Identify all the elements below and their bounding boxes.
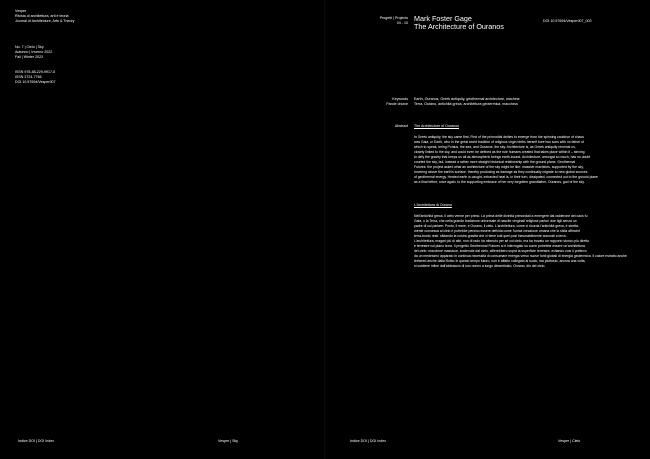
abstract-en-line: to defy the gravity that keeps us all as atmospheric beings earth-bound. Architecture, amongst so much, has no doubt — [414, 154, 591, 159]
footer-right-index: Indice DOI | DOI Index — [350, 439, 387, 443]
season-it: Autunno | Inverno 2022 — [15, 50, 53, 54]
abstract-it-line: L'architettura, magari più di altri, non di rado ha ottenuto per sé col cielo, ma ha trovato un rapporto storico più diretto — [414, 238, 590, 243]
abstract-en-line: of geothermal energy. Heated earth is caught, extracted heat is, in their turn, dissipated, connected out to the ground plane — [414, 174, 598, 179]
keywords-label-it: Parole chiave — [386, 102, 408, 106]
journal-name: Vesper — [15, 9, 27, 13]
footer-left-index: Indice DOI | DOI Index — [18, 439, 55, 443]
footer-left-running-title: Vesper | Sky — [218, 439, 239, 443]
page-range: 04 - 10 — [396, 21, 408, 25]
abstract-it-line: terra-bordo resti, sfidando la nostra gravità che ci tiene tutti quei posi inesorabilmente ancorati a terra. — [414, 233, 567, 238]
journal-subtitle-en: Journal of Architecture, Arts & Theory — [15, 19, 75, 23]
abstract-en — [414, 124, 642, 185]
section-label: Progetti | Projects — [379, 16, 408, 20]
issue-number: No. 7 | Cielo | Sky — [15, 45, 44, 49]
abstract-label: Abstract — [394, 124, 408, 128]
abstract-it-line: tethered anche dalla Rotta: in questo tempo futuro, non è affatto collegato al suolo, ma piuttosto, ancora una volta, — [414, 258, 586, 263]
journal-masthead — [15, 9, 165, 24]
abstract-en-body — [414, 135, 642, 185]
keywords-it: Terra, Ourano, antichità greca, architettura geotermica, macchina — [414, 102, 518, 106]
keywords-label-en: Keywords — [392, 97, 408, 101]
article-doi: DOI 10.57694/Vesper007_003 — [543, 19, 592, 23]
journal-subtitle-it: Rivista di architettura, arti e teoria — [15, 14, 69, 18]
journal-doi: DOI 10.57694/Vesper007 — [15, 80, 56, 84]
article-author: Mark Foster Gage — [414, 14, 472, 23]
abstract-it — [414, 203, 642, 268]
keywords-en: Earth, Ouranos, Greek antiquity, geothermal architecture, machine — [414, 97, 520, 101]
keywords-values — [414, 97, 639, 107]
abstract-it-line: padre di cui parlare: Ponto, il mare, e Ourano, il cielo. L'architettura, come ci ricorda l'antichità greca, è stretta- — [414, 223, 580, 228]
abstract-en-title: The Architecture of Ouranos — [414, 124, 459, 128]
abstract-it-line: da un medesimo apparato in continua necessità di consumare energia verso nuove fonti globali di energia geotermica. Il calore estratto anche — [414, 253, 627, 258]
abstract-en-line: hovering above the earth's surface, thereby producing as damage as they continually migrate to new global sources — [414, 169, 588, 174]
article-header — [414, 15, 564, 31]
section-meta — [325, 16, 408, 26]
season-en: Fall | Winter 2022 — [15, 55, 44, 59]
abstract-it-line: si sostiene infine dall'abbraccio di suo nonno a lungo dimenticato, Ourano, dio del cielo. — [414, 263, 546, 268]
abstract-it-line: mente connessa al cielo e potrebbe persino essere definita come l'unica creazione umana che lo sfida affinché — [414, 228, 581, 233]
footer-right-running-title: Vesper | Cielo — [558, 439, 581, 443]
abstract-en-line: courted the sky, but, instead a rather more straight historical relationship with the ground plane. Geothermal — [414, 159, 576, 164]
abstract-en-line: which to speak, being Pontus, the sea, and Ouranos, the sky. Architecture is, as Greek antiquity reminds us, — [414, 144, 576, 149]
abstract-it-line: del cielo: macchine massicce, sostenute dal cielo, sfilerebbero sopra la superficie terrestre, evitando così il prelievo — [414, 248, 587, 253]
right-page — [325, 0, 650, 459]
abstract-en-line: was Gaia, or Earth, who in the great world tradition of religious virgin births herself bore two sons with no father of — [414, 139, 584, 144]
abstract-it-line: Gaia, o la Terra, che nella grande tradizione universale di nascite verginali religiose partorì due figli senza un — [414, 218, 577, 223]
abstract-en-line: closely linked to the sky, and could even be defined as the rule humans created that takes place within it – striving — [414, 149, 585, 154]
article-title: The Architecture of Ouranos — [414, 22, 504, 31]
keywords-labels — [325, 97, 408, 107]
abstract-it-line: e terrestre col piano terra. Il progetto Geothermal Futures si è interrogato su come potrebbe essere un'architettura — [414, 243, 585, 248]
issn-print: ISSN 978-88-229-9917-5 — [15, 70, 56, 74]
abstract-it-line: Nell'antichità greca, il cielo venne per primo. La prima delle divinità primordiali a emergere dal calderone del caos fu — [414, 214, 588, 218]
abstract-it-body — [414, 214, 642, 268]
issn-online: ISSN 2724-7766 — [15, 75, 42, 79]
abstract-it-title: L'Architettura di Ourano — [414, 203, 452, 207]
identifiers — [15, 70, 165, 85]
abstract-en-line: as a final tether, once again, to the supporting embrace of her very forgotten grandfather, Ouranos, god of the sky. — [414, 179, 585, 184]
abstract-en-line: Futures: the project asked what an architecture of the sky might be like: massive machines, supported by the sky, — [414, 164, 584, 169]
issue-info — [15, 45, 165, 60]
abstract-en-line: In Greek antiquity, the sky came first. First of the primordial deities to emerge from the spinning cauldron of chaos — [414, 135, 584, 139]
